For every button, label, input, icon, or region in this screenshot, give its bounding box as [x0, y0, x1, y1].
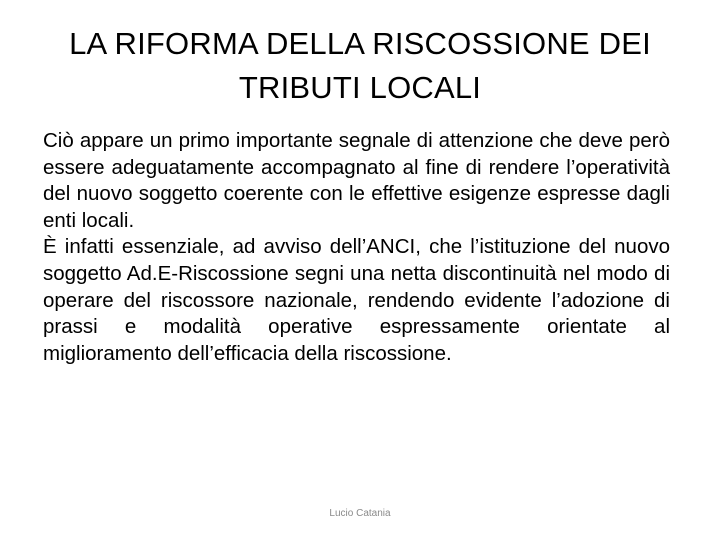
footer-author: Lucio Catania	[329, 508, 391, 519]
slide-title-line-1: LA RIFORMA DELLA RISCOSSIONE DEI	[69, 26, 651, 61]
slide-title-line-2: TRIBUTI LOCALI	[238, 70, 482, 105]
slide-title	[40, 22, 680, 110]
slide-body	[43, 128, 670, 367]
body-paragraph-1: Ciò appare un primo importante segnale di attenzione che deve però essere adeguatamente accompagnato al fine di rendere l’operatività del nuovo soggetto coerente con le effettive esigenze espresse dagli enti locali.	[43, 129, 670, 232]
body-paragraph-2: È infatti essenziale, ad avviso dell’ANCI, che l’istituzione del nuovo soggetto Ad.E-Riscossione segni una netta discontinuità nel modo di operare del riscossore nazionale, rendendo evidente l’adozione di prassi e modalità operative espressamente orientate al miglioramento dell’efficacia della riscossione.	[43, 235, 670, 365]
